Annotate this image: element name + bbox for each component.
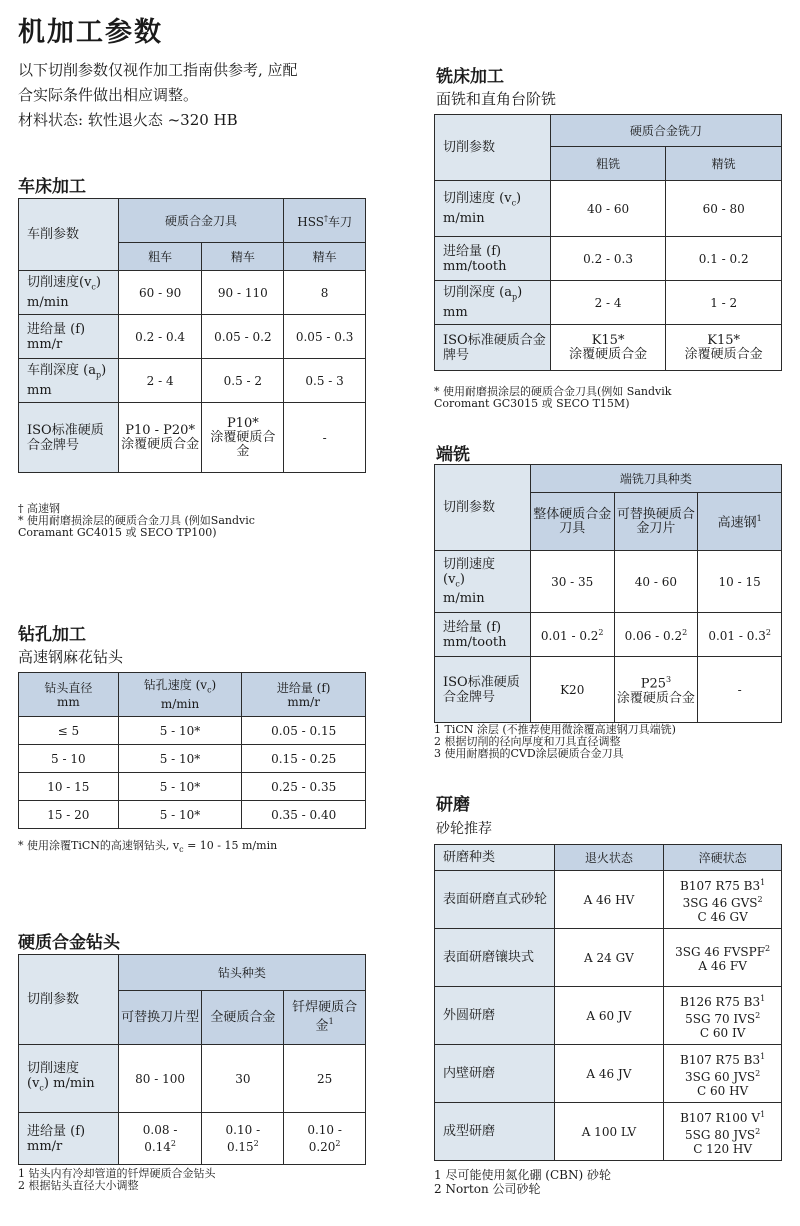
cell: 90 - 110: [202, 271, 284, 315]
cell: 2 - 4: [550, 281, 666, 325]
table-row: [435, 871, 782, 929]
cdrill-col-type: 钻头种类: [118, 955, 365, 991]
cell: 2 - 4: [118, 359, 202, 403]
intro-line-3: 材料状态: 软性退火态 ~320 HB: [18, 111, 238, 129]
cell: 0.05 - 0.3: [284, 315, 366, 359]
cell: 40 - 60: [550, 181, 666, 237]
note: 1 钻头内有冷却管道的钎焊硬质合金钻头: [18, 1167, 216, 1180]
table-row: [435, 987, 782, 1045]
table-row: [19, 403, 366, 473]
row-label: 切削深度 $(a_p)$ mm: [435, 281, 551, 325]
milling-heading: 铣床加工: [436, 67, 504, 87]
cell: 0.10 - 0.15$^2$: [202, 1113, 284, 1165]
table-row: [435, 181, 782, 237]
cell: $0.01 - 0.2^2$: [530, 613, 614, 657]
cell: 0.5 - 2: [202, 359, 284, 403]
note: Coromant GC3015 或 SECO T15M): [434, 397, 630, 410]
intro-line-1: 以下切削参数仅视作加工指南供参考, 应配: [18, 61, 298, 79]
page-title: 机加工参数: [18, 17, 163, 48]
cell: A 46 JV: [554, 1045, 664, 1103]
row-label: 表面研磨镶块式: [435, 929, 555, 987]
cell: A 60 JV: [554, 987, 664, 1045]
endmill-notes: [434, 724, 786, 760]
cell: 80 - 100: [118, 1045, 202, 1113]
cell: 0.2 - 0.3: [550, 237, 666, 281]
drilling-note: * 使用涂覆TiCN的高速钢钻头, $v_c = 10 - 15$ m/min: [18, 839, 278, 855]
hss-text: HSS: [297, 215, 324, 229]
table-row: [19, 315, 366, 359]
cell: K20: [530, 657, 614, 723]
cell: 5 - 10: [19, 745, 119, 773]
cell: 0.05 - 0.2: [202, 315, 284, 359]
table-row: [435, 237, 782, 281]
mill-sub-finish: 精铣: [666, 147, 782, 181]
table-row: [435, 929, 782, 987]
cell: 0.25 - 0.35: [242, 773, 366, 801]
cell: 0.05 - 0.15: [242, 717, 366, 745]
row-label: 切削速度$(v_c)$ m/min: [19, 271, 119, 315]
grinding-notes: [434, 1168, 611, 1196]
drill-col-diameter: 钻头直径 mm: [19, 673, 119, 717]
table-row: [435, 281, 782, 325]
endmill-col-type: 端铣刀具种类: [530, 465, 781, 493]
row-label: ISO标准硬质合金牌号: [435, 657, 531, 723]
cdrill-sub-1: 可替换刀片型: [118, 991, 202, 1045]
turning-notes: [18, 503, 378, 539]
note: 3 使用耐磨损的CVD涂层硬质合金刀具: [434, 747, 624, 760]
cell: B126 R75 $B3^1$ 5SG 70 IVS$^2$ C 60 IV: [664, 987, 782, 1045]
row-label: 进给量 (f) mm/tooth: [435, 613, 531, 657]
milling-subheading: 面铣和直角台阶铣: [436, 90, 557, 108]
turning-table: [18, 198, 366, 473]
cell: ≤ 5: [19, 717, 119, 745]
cell: K15* 涂覆硬质合金: [666, 325, 782, 371]
row-label: 切削速度 $(v_c)$ m/min: [435, 551, 531, 613]
milling-table: [434, 114, 782, 371]
cdrill-col-param: 切削参数: [19, 955, 119, 1045]
endmill-sub-2: 可替换硬质合金刀片: [614, 493, 698, 551]
grinding-heading: 研磨: [436, 795, 470, 815]
table-row: [19, 745, 366, 773]
cell: $P25^3$ 涂覆硬质合金: [614, 657, 698, 723]
note: 2 根据切削的径向厚度和刀具直径调整: [434, 735, 621, 748]
table-row: [19, 773, 366, 801]
cell: 0.5 - 3: [284, 359, 366, 403]
cdrill-sub-2: 全硬质合金: [202, 991, 284, 1045]
table-row: [19, 1045, 366, 1113]
grind-col-type: 研磨种类: [435, 845, 555, 871]
cell: 30: [202, 1045, 284, 1113]
cell: 3SG 46 FVSPF$^2$ A 46 FV: [664, 929, 782, 987]
table-row: [19, 717, 366, 745]
endmill-table: [434, 464, 782, 723]
cell: K15* 涂覆硬质合金: [550, 325, 666, 371]
hss-sup: †: [323, 214, 328, 223]
cell: A 100 LV: [554, 1103, 664, 1161]
cell: 1 - 2: [666, 281, 782, 325]
note: 1 尽可能使用氮化硼 (CBN) 砂轮: [434, 1168, 611, 1182]
cell: A 46 HV: [554, 871, 664, 929]
cell: 10 - 15: [19, 773, 119, 801]
drilling-heading: 钻孔加工: [18, 625, 86, 645]
cell: 5 - 10*: [118, 745, 242, 773]
cell: B107 R100 $V^1$ 5SG 80 JVS$^2$ C 120 HV: [664, 1103, 782, 1161]
endmill-col-param: 切削参数: [435, 465, 531, 551]
cell: 40 - 60: [614, 551, 698, 613]
row-label: ISO标准硬质合金牌号: [19, 403, 119, 473]
table-row: [19, 801, 366, 829]
table-row: [435, 1045, 782, 1103]
cell: 5 - 10*: [118, 773, 242, 801]
cdrill-sub-3: 钎焊硬质合金$^1$: [284, 991, 366, 1045]
table-row: [435, 657, 782, 723]
turning-col-param: 车削参数: [19, 199, 119, 271]
note: 2 Norton 公司砂轮: [434, 1182, 541, 1196]
table-row: [435, 551, 782, 613]
row-label: 进给量 (f) mm/r: [19, 315, 119, 359]
cell: 5 - 10*: [118, 801, 242, 829]
cell: 5 - 10*: [118, 717, 242, 745]
table-row: [19, 1113, 366, 1165]
cell: 60 - 90: [118, 271, 202, 315]
cell: $0.06 - 0.2^2$: [614, 613, 698, 657]
drill-col-speed: 钻孔速度 $(v_c)$ m/min: [118, 673, 242, 717]
table-row: [435, 613, 782, 657]
cell: A 24 GV: [554, 929, 664, 987]
turning-col-carbide: 硬质合金刀具: [118, 199, 283, 243]
cell: 30 - 35: [530, 551, 614, 613]
row-label: ISO标准硬质合金牌号: [435, 325, 551, 371]
row-label: 表面研磨直式砂轮: [435, 871, 555, 929]
cell: -: [698, 657, 782, 723]
cell: 0.15 - 0.25: [242, 745, 366, 773]
cell: 10 - 15: [698, 551, 782, 613]
table-row: [19, 359, 366, 403]
cell: 8: [284, 271, 366, 315]
hss-text-2: 车刀: [327, 215, 352, 229]
endmill-sub-1: 整体硬质合金刀具: [530, 493, 614, 551]
row-label: 成型研磨: [435, 1103, 555, 1161]
grind-col-annealed: 退火状态: [554, 845, 664, 871]
milling-notes: [434, 386, 786, 410]
cell: 60 - 80: [666, 181, 782, 237]
turning-sub-finish: 精车: [202, 243, 284, 271]
table-row: [435, 1103, 782, 1161]
row-label: 内壁研磨: [435, 1045, 555, 1103]
row-label: 进给量 (f) mm/r: [19, 1113, 119, 1165]
row-label: 切削速度 $(v_c)$ m/min: [19, 1045, 119, 1113]
table-row: [435, 325, 782, 371]
row-label: 车削深度 $(a_p)$ mm: [19, 359, 119, 403]
grinding-table: [434, 844, 782, 1161]
cell: 0.2 - 0.4: [118, 315, 202, 359]
cell: 0.1 - 0.2: [666, 237, 782, 281]
cell: P10* 涂覆硬质合金: [202, 403, 284, 473]
cell: 0.35 - 0.40: [242, 801, 366, 829]
grind-col-hardened: 淬硬状态: [664, 845, 782, 871]
note: † 高速钢: [18, 502, 60, 515]
intro-line-2: 合实际条件做出相应调整。: [18, 86, 199, 104]
note: 1 TiCN 涂层 (不推荐使用微涂覆高速钢刀具端铣): [434, 723, 676, 736]
turning-sub-rough: 粗车: [118, 243, 202, 271]
cell: 0.08 - 0.14$^2$: [118, 1113, 202, 1165]
carbide-drill-notes: [18, 1168, 216, 1192]
cell: 0.10 - 0.20$^2$: [284, 1113, 366, 1165]
note: * 使用耐磨损涂层的硬质合金刀具(例如 Sandvik: [434, 385, 672, 398]
cell: B107 R75 $B3^1$ 3SG 60 JVS$^2$ C 60 HV: [664, 1045, 782, 1103]
cell: -: [284, 403, 366, 473]
drill-col-feed: 进给量 (f) mm/r: [242, 673, 366, 717]
grinding-subheading: 砂轮推荐: [436, 821, 492, 837]
endmill-sub-3: 高速钢$^1$: [698, 493, 782, 551]
drilling-table: [18, 672, 366, 829]
row-label: 进给量 (f) mm/tooth: [435, 237, 551, 281]
mill-col-param: 切削参数: [435, 115, 551, 181]
carbide-drill-heading: 硬质合金钻头: [18, 933, 120, 953]
mill-col-tool: 硬质合金铣刀: [550, 115, 781, 147]
table-row: [19, 271, 366, 315]
cell: 15 - 20: [19, 801, 119, 829]
row-label: 切削速度 $(v_c)$ m/min: [435, 181, 551, 237]
cell: 25: [284, 1045, 366, 1113]
note: Coramant GC4015 或 SECO TP100): [18, 526, 217, 539]
turning-heading: 车床加工: [18, 177, 86, 197]
endmill-heading: 端铣: [436, 445, 470, 465]
cell: B107 R75 $B3^1$ 3SG 46 GVS$^2$ C 46 GV: [664, 871, 782, 929]
note: 2 根据钻头直径大小调整: [18, 1179, 139, 1192]
intro-text: [18, 58, 378, 133]
row-label: 外圆研磨: [435, 987, 555, 1045]
cell: $0.01 - 0.3^2$: [698, 613, 782, 657]
turning-col-hss: [284, 199, 366, 243]
mill-sub-rough: 粗铣: [550, 147, 666, 181]
note: * 使用耐磨损涂层的硬质合金刀具 (例如Sandvic: [18, 514, 255, 527]
carbide-drill-table: [18, 954, 366, 1165]
cell: P10 - P20* 涂覆硬质合金: [118, 403, 202, 473]
drilling-subheading: 高速钢麻花钻头: [18, 648, 124, 666]
turning-sub-finish-hss: 精车: [284, 243, 366, 271]
